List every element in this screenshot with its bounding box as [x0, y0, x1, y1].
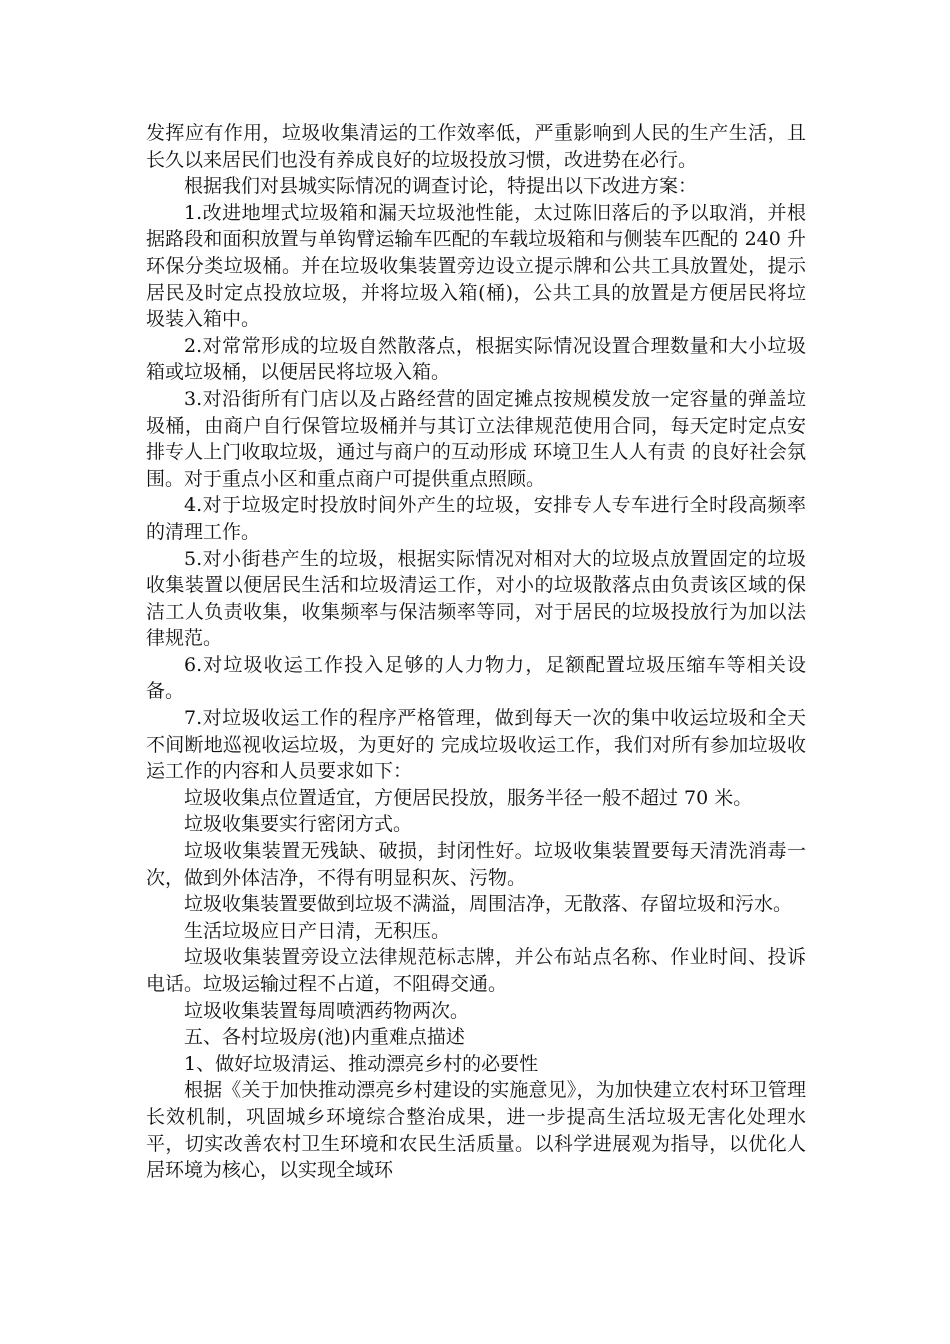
paragraph-body: 根据《关于加快推动漂亮乡村建设的实施意见》，为加快建立农村环卫管理长效机制，巩固城乡环境综合整治成果，进一步提高生活垃圾无害化处理水平，切实改善农村卫生环境和农民生活质量。以科学进展观为指导，以优化人居环境为核心，以实现全域环: [146, 1079, 806, 1182]
paragraph-requirement: 垃圾收集装置无残缺、破损，封闭性好。垃圾收集装置要每天清洗消毒一次，做到外体洁净，不得有明显积灰、污物。: [146, 840, 806, 889]
paragraph-continuation: 发挥应有作用，垃圾收集清运的工作效率低，严重影响到人民的生产生活，且长久以来居民们也没有养成良好的垃圾投放习惯，改进势在必行。: [146, 122, 806, 171]
paragraph-requirement: 生活垃圾应日产日清，无积压。: [184, 919, 451, 942]
paragraph-item-7: 7.对垃圾收运工作的程序严格管理，做到每天一次的集中收运垃圾和全天不间断地巡视收运垃圾，为更好的 完成垃圾收运工作，我们对所有参加垃圾收运工作的内容和人员要求如下：: [146, 707, 806, 783]
paragraph-item-3: 3.对沿街所有门店以及占路经营的固定摊点按规模发放一定容量的弹盖垃圾桶，由商户自行保管垃圾桶并与其订立法律规范使用合同，每天定时定点安排专人上门收取垃圾，通过与商户的互动形成 环境卫生人人有责 的良好社会氛围。对于重点小区和重点商户可提供重点照顾。: [146, 387, 806, 490]
section-heading: 五、各村垃圾房(池)内重难点描述: [184, 1026, 465, 1049]
paragraph-intro: 根据我们对县城实际情况的调查讨论，特提出以下改进方案：: [184, 175, 698, 198]
paragraph-item-1: 1.改进地埋式垃圾箱和漏天垃圾池性能，太过陈旧落后的予以取消，并根据路段和面积放置与单钩臂运输车匹配的车载垃圾箱和与侧装车匹配的 240 升环保分类垃圾桶。并在垃圾收集装置旁边设立提示牌和公共工具放置处，提示居民及时定点投放垃圾，并将垃圾入箱(桶)，公共工具的放置是方便居民将垃圾装入箱中。: [146, 201, 806, 331]
document-page: [146, 120, 806, 1184]
paragraph-requirement: 垃圾收集装置旁设立法律规范标志牌，并公布站点名称、作业时间、投诉电话。垃圾运输过程不占道，不阻碍交通。: [146, 946, 806, 995]
paragraph-item-2: 2.对常常形成的垃圾自然散落点，根据实际情况设置合理数量和大小垃圾箱或垃圾桶，以便居民将垃圾入箱。: [146, 334, 806, 384]
paragraph-item-6: 6.对垃圾收运工作投入足够的人力物力，足额配置垃圾压缩车等相关设备。: [146, 653, 806, 703]
paragraph-requirement: 垃圾收集装置要做到垃圾不满溢，周围洁净，无散落、存留垃圾和污水。: [184, 893, 793, 916]
paragraph-requirement: 垃圾收集点位置适宜，方便居民投放，服务半径一般不超过 70 米。: [184, 786, 753, 809]
paragraph-requirement: 垃圾收集装置每周喷洒药物两次。: [184, 999, 470, 1022]
paragraph-item-4: 4.对于垃圾定时投放时间外产生的垃圾，安排专人专车进行全时段高频率的清理工作。: [146, 494, 806, 543]
paragraph-requirement: 垃圾收集要实行密闭方式。: [184, 813, 413, 836]
paragraph-item-5: 5.对小街巷产生的垃圾，根据实际情况对相对大的垃圾点放置固定的垃圾收集装置以便居民生活和垃圾清运工作，对小的垃圾散落点由负责该区域的保洁工人负责收集，收集频率与保洁频率等同，对于居民的垃圾投放行为加以法律规范。: [146, 547, 806, 650]
subsection-heading: 1、做好垃圾清运、推动漂亮乡村的必要性: [184, 1052, 539, 1075]
